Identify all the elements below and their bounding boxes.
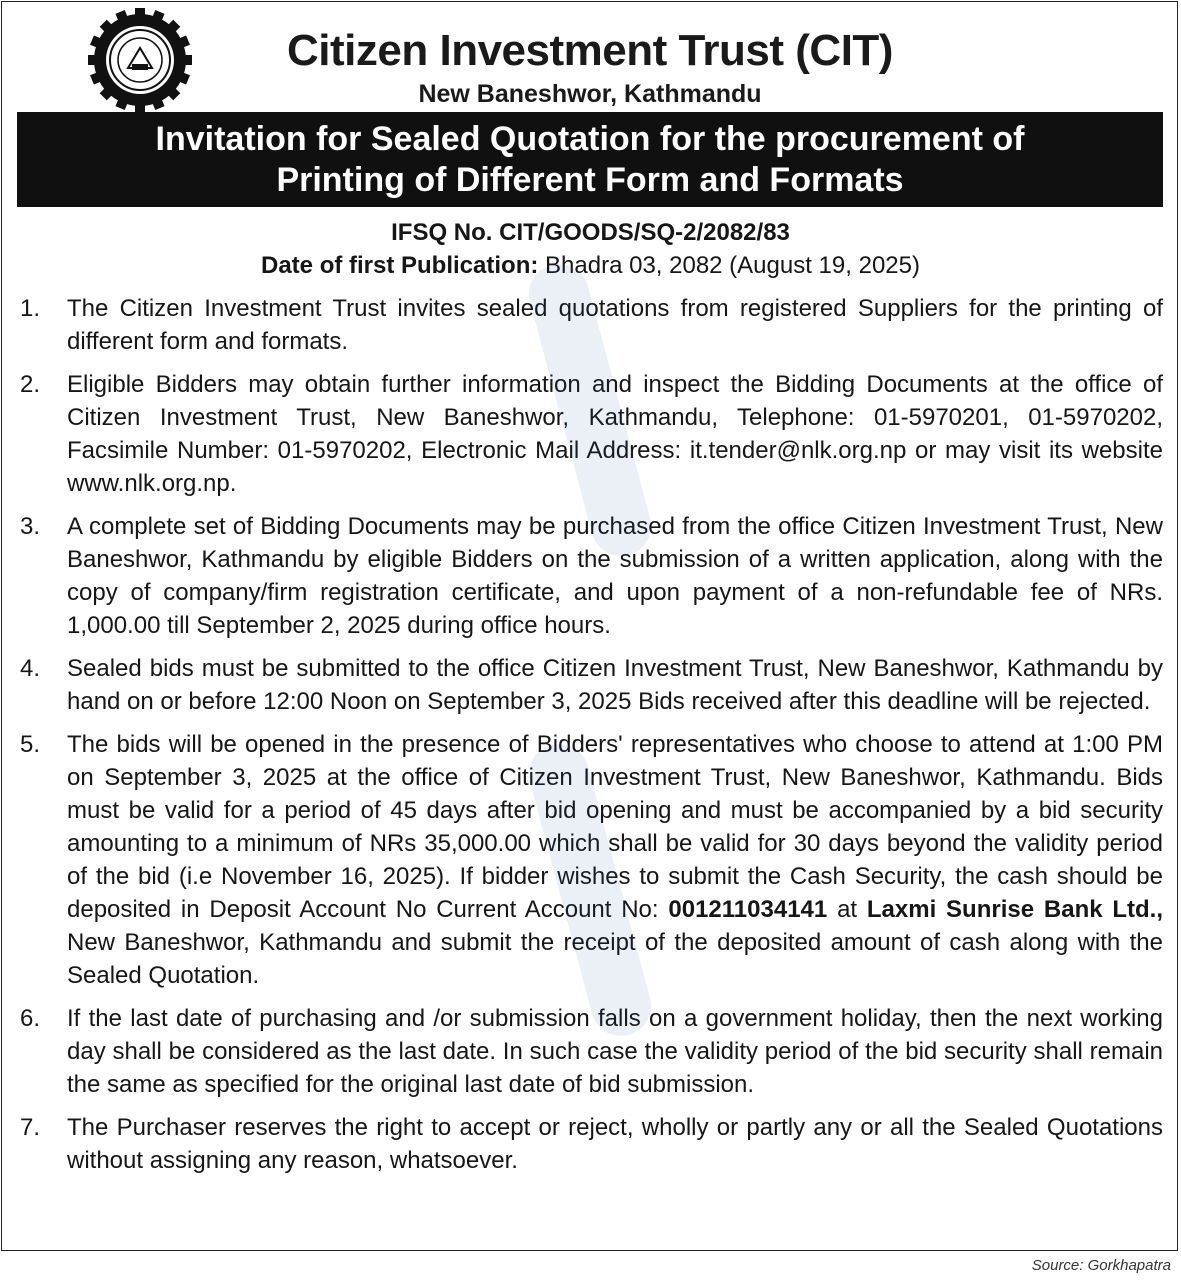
item-text-part: New Baneshwor, Kathmandu and submit the receipt of the deposited amount of cash along with the Sealed Quotation. (67, 929, 1163, 989)
publication-date (0, 252, 1181, 280)
item-text: Sealed bids must be submitted to the office Citizen Investment Trust, New Baneshwor, Kathmandu by hand on or before 12:00 Noon on September 3, 2025 Bids received after this deadline will be rejected. (67, 655, 1163, 715)
header (0, 8, 1181, 108)
list-item (20, 1002, 1163, 1101)
notice-items (20, 292, 1163, 1187)
publication-date-value: Bhadra 03, 2082 (August 19, 2025) (545, 252, 920, 279)
item-text: The Citizen Investment Trust invites sealed quotations from registered Suppliers for the printing of different form and formats. (67, 295, 1163, 355)
source-credit: Source: Gorkhapatra (1031, 1257, 1171, 1274)
list-item (20, 652, 1163, 718)
item-text-part: The bids will be opened in the presence of Bidders' representatives who choose to attend at 1:00 PM on September 3, 2025 at the office of Citizen Investment Trust, New Baneshwor, Kathmandu. Bids must be valid for a period of 45 days after bid opening and must be accompanied by a bid security amounting to a minimum of NRs 35,000.00 which shall be valid for 30 days beyond the validity period of the bid (i.e November 16, 2025). If bidder wishes to submit the Cash Security, the cash should be deposited in Deposit Account No Current Account No: (67, 731, 1163, 923)
organization-address: New Baneshwor, Kathmandu (418, 80, 762, 108)
title-banner (17, 112, 1163, 207)
item-text: A complete set of Bidding Documents may be purchased from the office Citizen Investment Trust, New Baneshwor, Kathmandu by eligible Bidders on the submission of a written application, along with the copy of company/firm registration certificate, and upon payment of a non-refundable fee of NRs. 1,000.00 till September 2, 2025 during office hours. (67, 513, 1163, 639)
item-number: 1. (20, 295, 41, 322)
item-text: Eligible Bidders may obtain further information and inspect the Bidding Documents at the office of Citizen Investment Trust, New Baneshwor, Kathmandu, Telephone: 01-5970201, 01-5970202, Facsimile Number: 01-5970202, Electronic Mail Address: it.tender@nlk.org.np or may visit its website www.nlk.org.np. (67, 371, 1163, 497)
list-item (20, 510, 1163, 642)
item-number: 6. (20, 1005, 41, 1032)
organization-name: Citizen Investment Trust (CIT) (287, 26, 893, 75)
list-item (20, 728, 1163, 992)
item-number: 7. (20, 1114, 41, 1141)
bank-name: Laxmi Sunrise Bank Ltd., (866, 896, 1164, 923)
account-number: 001211034141 (668, 896, 828, 923)
title-line-1: Invitation for Sealed Quotation for the procurement of (155, 119, 1025, 158)
item-text: If the last date of purchasing and /or submission falls on a government holiday, then the next working day shall be considered as the last date. In such case the validity period of the bid security shall remain the same as specified for the original last date of bid submission. (67, 1005, 1163, 1098)
list-item (20, 368, 1163, 500)
item-number: 3. (20, 513, 41, 540)
item-text (67, 728, 1163, 992)
item-text: The Purchaser reserves the right to accept or reject, wholly or partly any or all the Sealed Quotations without assigning any reason, whatsoever. (67, 1114, 1163, 1174)
item-number: 4. (20, 655, 41, 682)
list-item (20, 1111, 1163, 1177)
list-item (20, 292, 1163, 358)
publication-date-label: Date of first Publication: (261, 252, 539, 279)
item-number: 2. (20, 371, 41, 398)
item-text-part: at (837, 896, 858, 923)
item-number: 5. (20, 731, 41, 758)
title-line-2: Printing of Different Form and Formats (276, 160, 904, 199)
ifsq-number: IFSQ No. CIT/GOODS/SQ-2/2082/83 (391, 219, 790, 246)
